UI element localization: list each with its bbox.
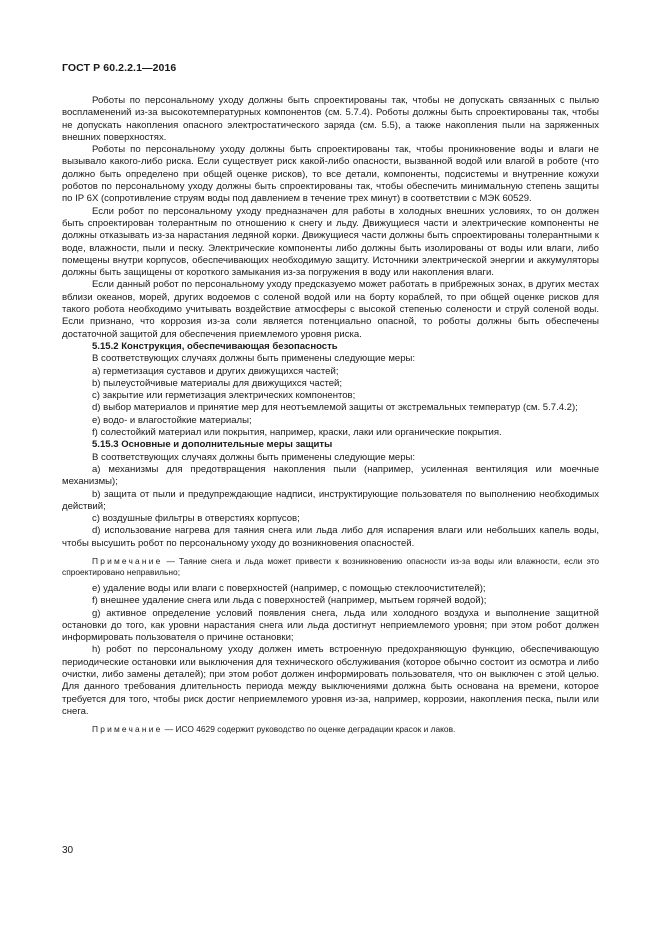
list-item: f) внешнее удаление снега или льда с поверхностей (например, мытьем горячей водой); (92, 595, 487, 607)
section-heading: 5.15.3 Основные и дополнительные меры защиты (92, 439, 333, 451)
list-item: e) водо- и влагостойкие материалы; (92, 414, 252, 426)
note-text: — ИСО 4629 содержит руководство по оценке деградации красок и лаков. (162, 724, 456, 735)
paragraph: Если робот по персональному уходу предназначен для работы в холодных внешних условиях, то он должен быть спроектирован толерантным по отношению к снегу и льду. Движущиеся части и электрические компоненты не должны отказывать из-за нарастания ледяной корки. Движущиеся части должны быть спроектированы толерантными к воде, влажности, пыли и песку. Электрические компоненты либо должны быть изолированы от воды или влаги, либо помещены внутри корпусов, обеспечивающих необходимую защиту. Источники электрической энергии и аккумуляторы должны быть защищены от короткого замыкания из-за погружения в воду или накопления влаги. (62, 205, 599, 279)
note (62, 724, 599, 735)
list-item: a) механизмы для предотвращения накопления пыли (например, усиленная вентиляция или моечные механизмы); (62, 463, 599, 488)
paragraph: Если данный робот по персональному уходу предсказуемо может работать в прибрежных зонах, в других местах вблизи океанов, морей, других водоемов с соленой водой или на борту кораблей, то при общей оценке рисков для такого робота необходимо учитывать воздействие атмосферы с высокой степенью солености и струй соленой воды. Если признано, что коррозия из-за соли является потенциально опасной, то роботы должны быть обеспечены достаточной защитой для обеспечения приемлемого уровня риска. (62, 279, 599, 340)
list-item: f) солестойкий материал или покрытия, например, краски, лаки или органические покрытия. (92, 427, 502, 439)
list-item: h) робот по персональному уходу должен иметь встроенную предохраняющую функцию, обеспечивающую периодические остановки или выключения для технического обслуживания (которое обычно состоит из осмотра и либо очистки, либо замены деталей); при этом робот должен информировать пользователя, что он выключен с этой целью. Для данного требования длительность периода между выключениями должна быть основана на времени, которое требуется для того, чтобы риск достиг неприемлемого уровня из-за, например, коррозии, накопления песка, пыли или снега. (62, 644, 599, 717)
list-item: e) удаление воды или влаги с поверхностей (например, с помощью стеклоочистителей); (92, 582, 486, 594)
page-body (62, 95, 599, 740)
paragraph: В соответствующих случаях должны быть применены следующие меры: (92, 451, 416, 463)
list-item: c) закрытие или герметизация электрических компонентов; (92, 390, 356, 402)
note-text: — Таяние снега и льда может привести к возникновению опасности из-за воды или влажности, если это спроектировано неправильно; (62, 555, 599, 577)
note-label: Примечание (92, 555, 163, 566)
list-item: a) герметизация суставов и других движущихся частей; (92, 365, 339, 377)
section-heading: 5.15.2 Конструкция, обеспечивающая безопасность (92, 340, 338, 352)
page-header: ГОСТ Р 60.2.2.1—2016 (62, 62, 177, 74)
note-label: Примечание (92, 724, 163, 735)
list-item: d) использование нагрева для таяния снега или льда либо для испарения влаги или небольших капель воды, чтобы высушить робот по персональному уходу до возникновения опасностей. (62, 525, 599, 549)
note (62, 556, 599, 578)
list-item: d) выбор материалов и принятие мер для неотъемлемой защиты от экстремальных температур (см. 5.7.4.2); (92, 402, 578, 414)
list-item: g) активное определение условий появления снега, льда или холодного воздуха и выполнение защитной остановки до того, как уровни нарастания снега или льда достигнут неприемлемого уровня; при этом робот должен информировать пользователя о причине остановки; (62, 607, 599, 644)
page-number: 30 (62, 845, 74, 856)
list-item: b) пылеустойчивые материалы для движущихся частей; (92, 377, 343, 389)
paragraph: Роботы по персональному уходу должны быть спроектированы так, чтобы проникновение воды и влаги не вызывало какого-либо риска. Если существует риск какой-либо опасности, вызванной водой или влагой в роботе (что должно быть определено при общей оценке рисков), то все детали, компоненты, подсистемы и внутренние кожухи роботов по персональному уходу должны быть спроектированы так, чтобы обеспечить минимальную степень защиты по IP 6X (сопротивление струям воды под давлением в течение трех минут) в соответствии с МЭК 60529. (62, 144, 599, 205)
list-item: b) защита от пыли и предупреждающие надписи, инструктирующие пользователя по выполнению необходимых действий; (62, 488, 599, 512)
paragraph: Роботы по персональному уходу должны быть спроектированы так, чтобы не допускать связанных с пылью воспламенений из-за высокотемпературных компонентов (см. 5.7.4). Роботы должны быть спроектированы так, чтобы не допускать накопления опасного электростатического заряда (см. 5.5), а также накопления пыли на заряженных внешних поверхностях. (62, 95, 599, 143)
list-item: c) воздушные фильтры в отверстиях корпусов; (92, 513, 300, 525)
paragraph: В соответствующих случаях должны быть применены следующие меры: (92, 353, 416, 365)
